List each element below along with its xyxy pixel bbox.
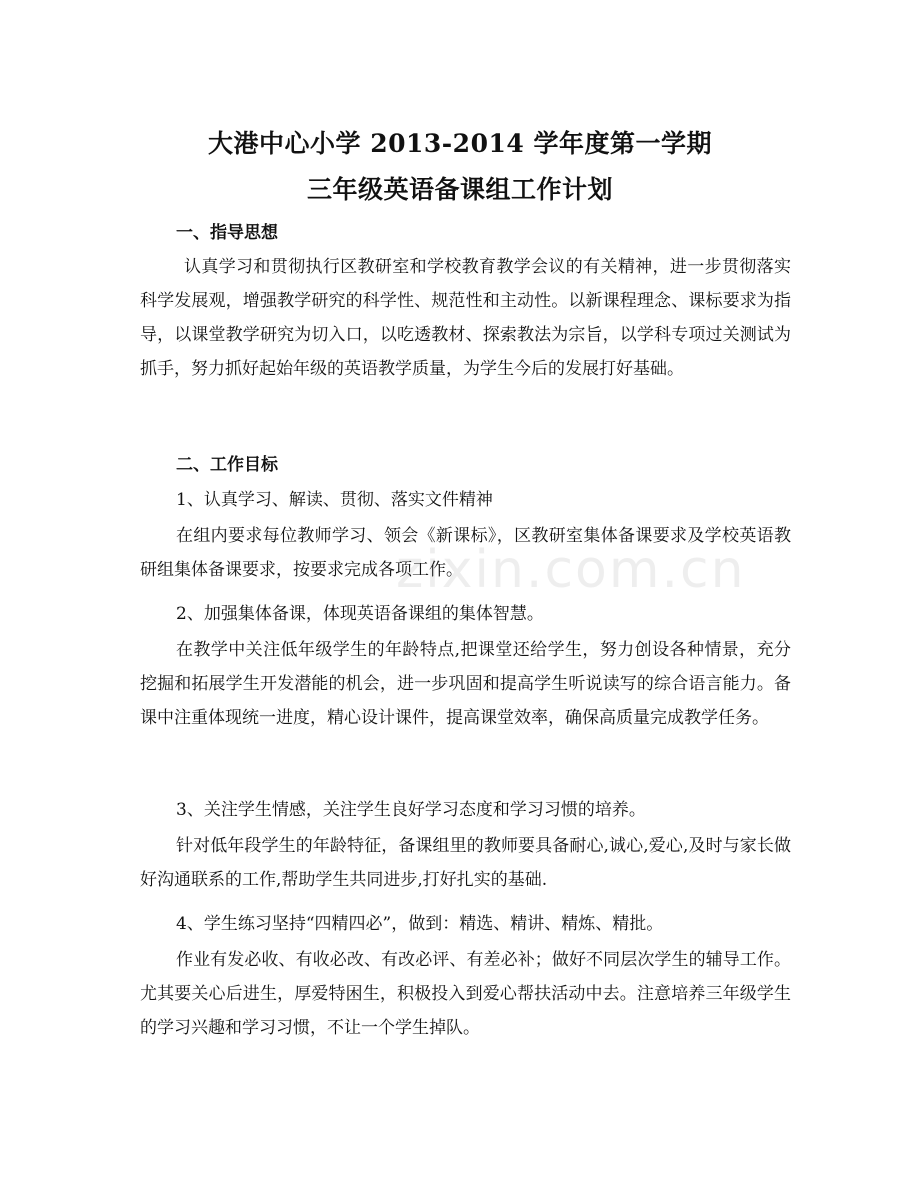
document-title-line1: 大港中心小学 2013-2014 学年度第一学期 bbox=[208, 129, 712, 158]
goal-item-body-2: 在教学中关注低年级学生的年龄特点,把课堂还给学生，努力创设各种情景，充分挖掘和拓展学生开发潜能的机会，进一步巩固和提高学生听说读写的综合语言能力。备课中注重体现统一进度，精心设计课件，提高课堂效率，确保高质量完成教学任务。 bbox=[140, 640, 791, 728]
goal-item-title-1: 1、认真学习、解读、贯彻、落实文件精神 bbox=[176, 490, 493, 510]
watermark-text: zixin.com.cn bbox=[396, 540, 746, 600]
goal-item-body-3: 针对低年段学生的年龄特征，备课组里的教师要具备耐心,诚心,爱心,及时与家长做好沟通联系的工作,帮助学生共同进步,打好扎实的基础. bbox=[140, 836, 791, 890]
section-heading-guiding-ideology: 一、指导思想 bbox=[176, 223, 278, 243]
goal-item-title-2: 2、加强集体备课，体现英语备课组的集体智慧。 bbox=[176, 604, 544, 624]
section-paragraph-guiding-ideology: 认真学习和贯彻执行区教研室和学校教育教学会议的有关精神，进一步贯彻落实科学发展观，增强教学研究的科学性、规范性和主动性。以新课程理念、课标要求为指导，以课堂教学研究为切入口，以吃透教材、探索教法为宗旨，以学科专项过关测试为抓手，努力抓好起始年级的英语教学质量，为学生今后的发展打好基础。 bbox=[140, 257, 791, 379]
goal-item-body-4: 作业有发必收、有收必改、有改必评、有差必补；做好不同层次学生的辅导工作。尤其要关心后进生，厚爱特困生，积极投入到爱心帮扶活动中去。注意培养三年级学生的学习兴趣和学习习惯，不让一个学生掉队。 bbox=[140, 950, 791, 1038]
goal-item-title-3: 3、关注学生情感，关注学生良好学习态度和学习习惯的培养。 bbox=[176, 800, 646, 820]
section-heading-work-goals: 二、工作目标 bbox=[176, 455, 278, 475]
goal-item-body-1: 在组内要求每位教师学习、领会《新课标》，区教研室集体备课要求及学校英语教研组集体备课要求，按要求完成各项工作。 bbox=[140, 526, 791, 580]
document-title-line2: 三年级英语备课组工作计划 bbox=[306, 175, 613, 204]
goal-item-title-4: 4、学生练习坚持“四精四必”，做到：精选、精讲、精炼、精批。 bbox=[176, 914, 664, 934]
